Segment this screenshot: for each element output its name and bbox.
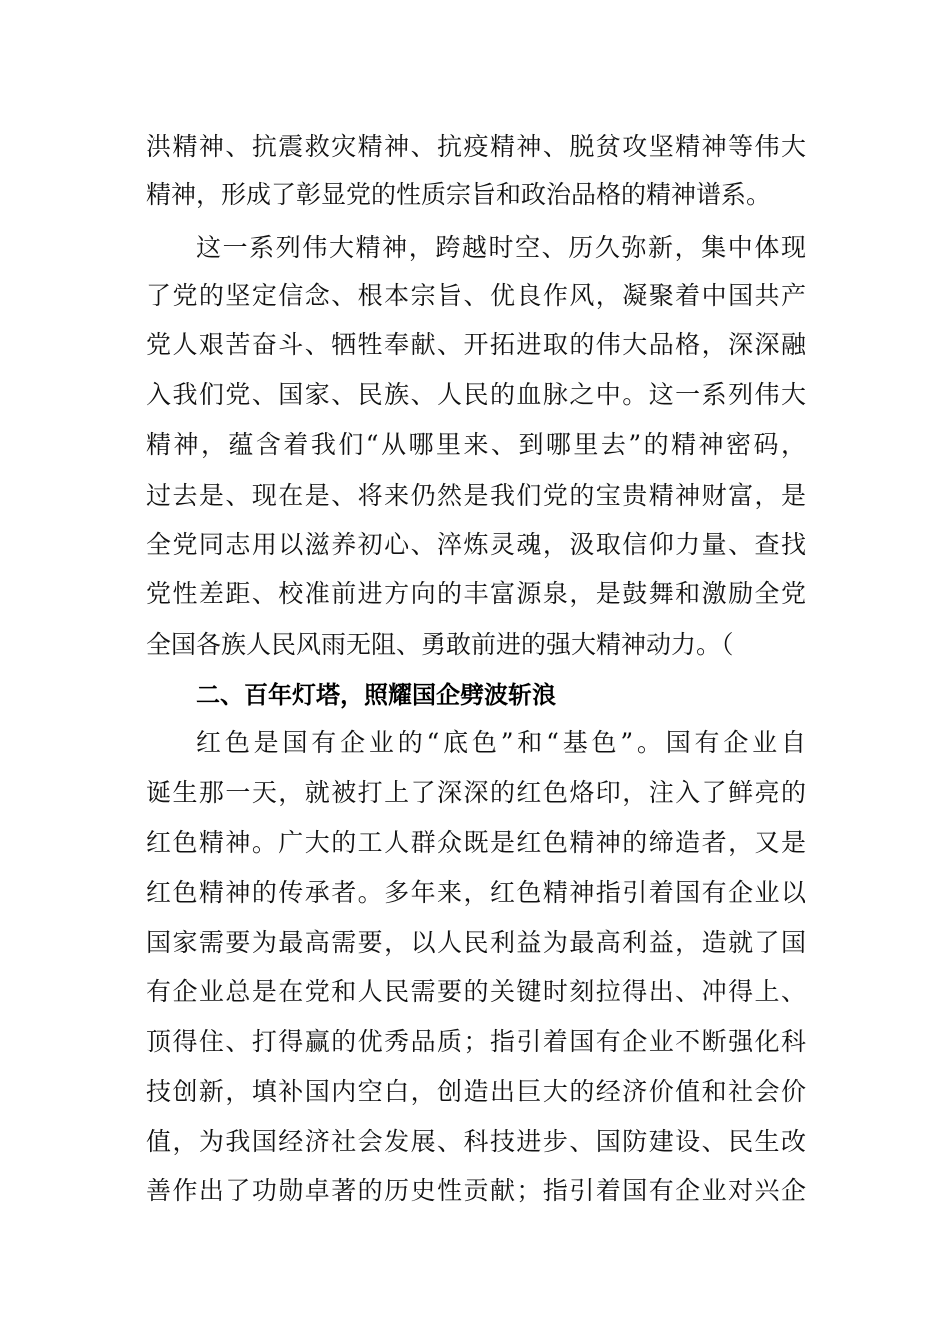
paragraph-line: 国家需要为最高需要，以人民利益为最高利益，造就了国 — [146, 928, 806, 957]
paragraph-line: 红色精神的传承者。多年来，红色精神指引着国有企业以 — [146, 878, 806, 907]
paragraph-line: 精神，蕴含着我们“从哪里来、到哪里去”的精神密码， — [146, 430, 806, 459]
paragraph-line: 红色是国有企业的“底色”和“基色”。国有企业自 — [196, 728, 806, 757]
paragraph-line: 全党同志用以滋养初心、淬炼灵魂，汲取信仰力量、查找 — [146, 530, 806, 559]
paragraph-line: 洪精神、抗震救灾精神、抗疫精神、脱贫攻坚精神等伟大 — [146, 132, 806, 161]
paragraph-line: 了党的坚定信念、根本宗旨、优良作风，凝聚着中国共产 — [146, 281, 806, 310]
paragraph-line: 诞生那一天，就被打上了深深的红色烙印，注入了鲜亮的 — [146, 778, 806, 807]
paragraph-line: 全国各族人民风雨无阻、勇敢前进的强大精神动力。（ — [146, 630, 734, 659]
paragraph-line: 党性差距、校准前进方向的丰富源泉，是鼓舞和激励全党 — [146, 579, 806, 608]
paragraph-line: 技创新，填补国内空白，创造出巨大的经济价值和社会价 — [146, 1077, 806, 1106]
section-heading: 二、百年灯塔，照耀国企劈波斩浪 — [196, 681, 556, 709]
paragraph-line: 红色精神。广大的工人群众既是红色精神的缔造者，又是 — [146, 828, 806, 857]
paragraph-line: 这一系列伟大精神，跨越时空、历久弥新，集中体现 — [196, 233, 806, 262]
paragraph-line: 过去是、现在是、将来仍然是我们党的宝贵精神财富，是 — [146, 481, 806, 510]
paragraph-line: 值，为我国经济社会发展、科技进步、国防建设、民生改 — [146, 1127, 806, 1156]
paragraph-line: 顶得住、打得赢的优秀品质；指引着国有企业不断强化科 — [146, 1027, 806, 1056]
paragraph-line: 党人艰苦奋斗、牺牲奉献、开拓进取的伟大品格，深深融 — [146, 330, 806, 359]
paragraph-line: 精神，形成了彰显党的性质宗旨和政治品格的精神谱系。 — [146, 180, 772, 209]
paragraph-line: 入我们党、国家、民族、人民的血脉之中。这一系列伟大 — [146, 380, 806, 409]
paragraph-line: 有企业总是在党和人民需要的关键时刻拉得出、冲得上、 — [146, 977, 806, 1006]
paragraph-line: 善作出了功勋卓著的历史性贡献；指引着国有企业对兴企 — [146, 1176, 806, 1205]
